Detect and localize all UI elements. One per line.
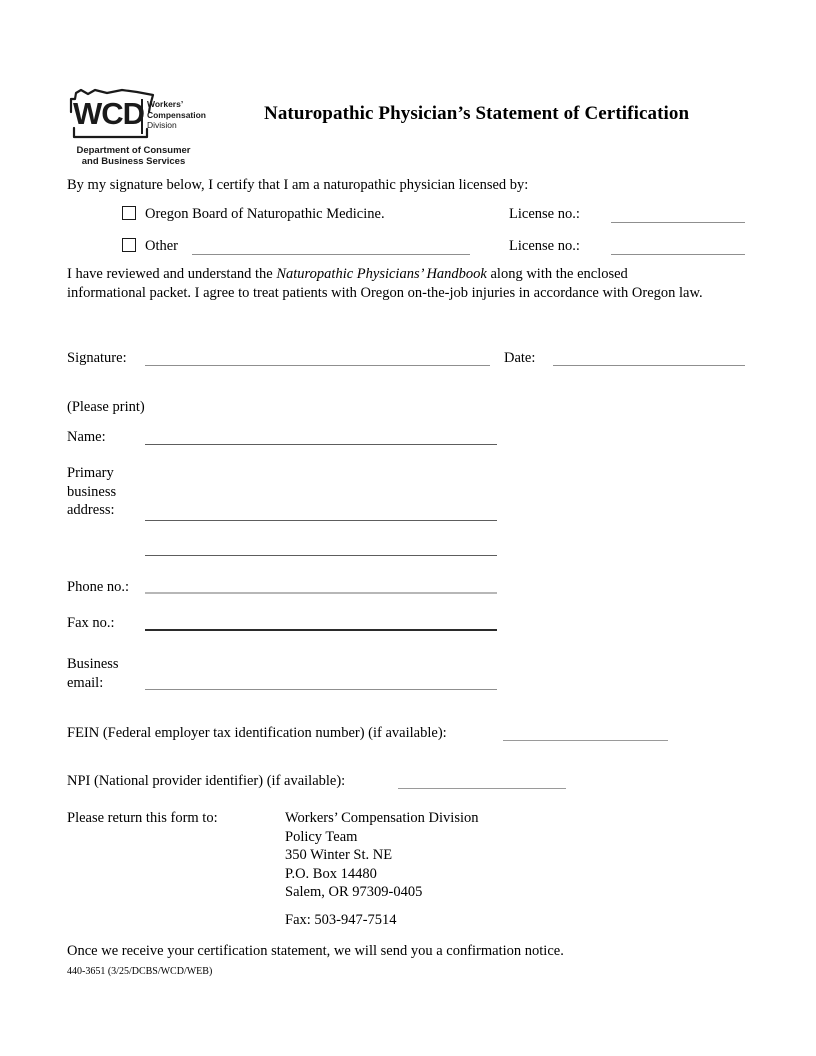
return-address-line: Salem, OR 97309-0405 [285, 884, 423, 901]
logo-acronym: WCD [73, 96, 145, 131]
fax-label: Fax no.: [67, 615, 115, 631]
closing-text: Once we receive your certification statement, we will send you a confirmation notice. [67, 943, 564, 959]
name-field[interactable] [145, 444, 497, 445]
logo-division-text: Workers’ Compensation Division [146, 99, 206, 130]
handbook-title: Naturopathic Physicians’ Handbook [276, 266, 487, 282]
npi-field[interactable] [398, 788, 566, 789]
wcd-logo [66, 86, 206, 167]
other-checkbox[interactable] [122, 238, 136, 252]
email-label: Business email: [67, 656, 119, 691]
page-title: Naturopathic Physician’s Statement of Certification [264, 103, 690, 124]
fax-field[interactable] [145, 629, 497, 631]
return-address-line: Policy Team [285, 828, 358, 845]
return-address-line: P.O. Box 14480 [285, 865, 377, 882]
form-number: 440-3651 (3/25/DCBS/WCD/WEB) [67, 966, 213, 977]
please-print-label: (Please print) [67, 399, 145, 415]
phone-label: Phone no.: [67, 579, 130, 595]
email-field[interactable] [145, 689, 497, 690]
other-label: Other [145, 238, 179, 254]
fein-label: FEIN (Federal employer tax identification number) (if available): [67, 725, 447, 741]
return-address-line: 350 Winter St. NE [285, 847, 393, 864]
signature-field[interactable] [145, 365, 490, 366]
address-label: Primary business address: [67, 465, 117, 519]
logo-department-text: Department of Consumer and Business Services [76, 145, 191, 167]
other-specify-field[interactable] [192, 254, 470, 255]
oregon-outline-icon [66, 86, 145, 142]
npi-label: NPI (National provider identifier) (if available): [67, 773, 346, 789]
fein-field[interactable] [503, 740, 668, 741]
license-no-label-1: License no.: [509, 206, 580, 222]
return-to-label: Please return this form to: [67, 810, 218, 826]
signature-label: Signature: [67, 350, 127, 366]
name-label: Name: [67, 429, 106, 445]
return-address-block [285, 809, 478, 902]
phone-field[interactable] [145, 592, 497, 594]
license-no-label-2: License no.: [509, 238, 580, 254]
return-fax-line: Fax: 503-947-7514 [285, 912, 397, 928]
return-address-line: Workers’ Compensation Division [285, 810, 479, 826]
address-field-line1[interactable] [145, 520, 497, 521]
oregon-board-label: Oregon Board of Naturopathic Medicine. [145, 206, 385, 222]
license-no-field-2[interactable] [611, 254, 745, 255]
agreement-paragraph: I have reviewed and understand the Naturopathic Physicians’ Handbook along with the enclosed informational packet. I agree to treat patients with Oregon on-the-job injuries in accordance with Oregon law. [67, 266, 703, 301]
address-field-line2[interactable] [145, 555, 497, 556]
oregon-board-checkbox[interactable] [122, 206, 136, 220]
date-field[interactable] [553, 365, 745, 366]
intro-text: By my signature below, I certify that I am a naturopathic physician licensed by: [67, 177, 529, 193]
license-no-field-1[interactable] [611, 222, 745, 223]
date-label: Date: [504, 350, 536, 366]
